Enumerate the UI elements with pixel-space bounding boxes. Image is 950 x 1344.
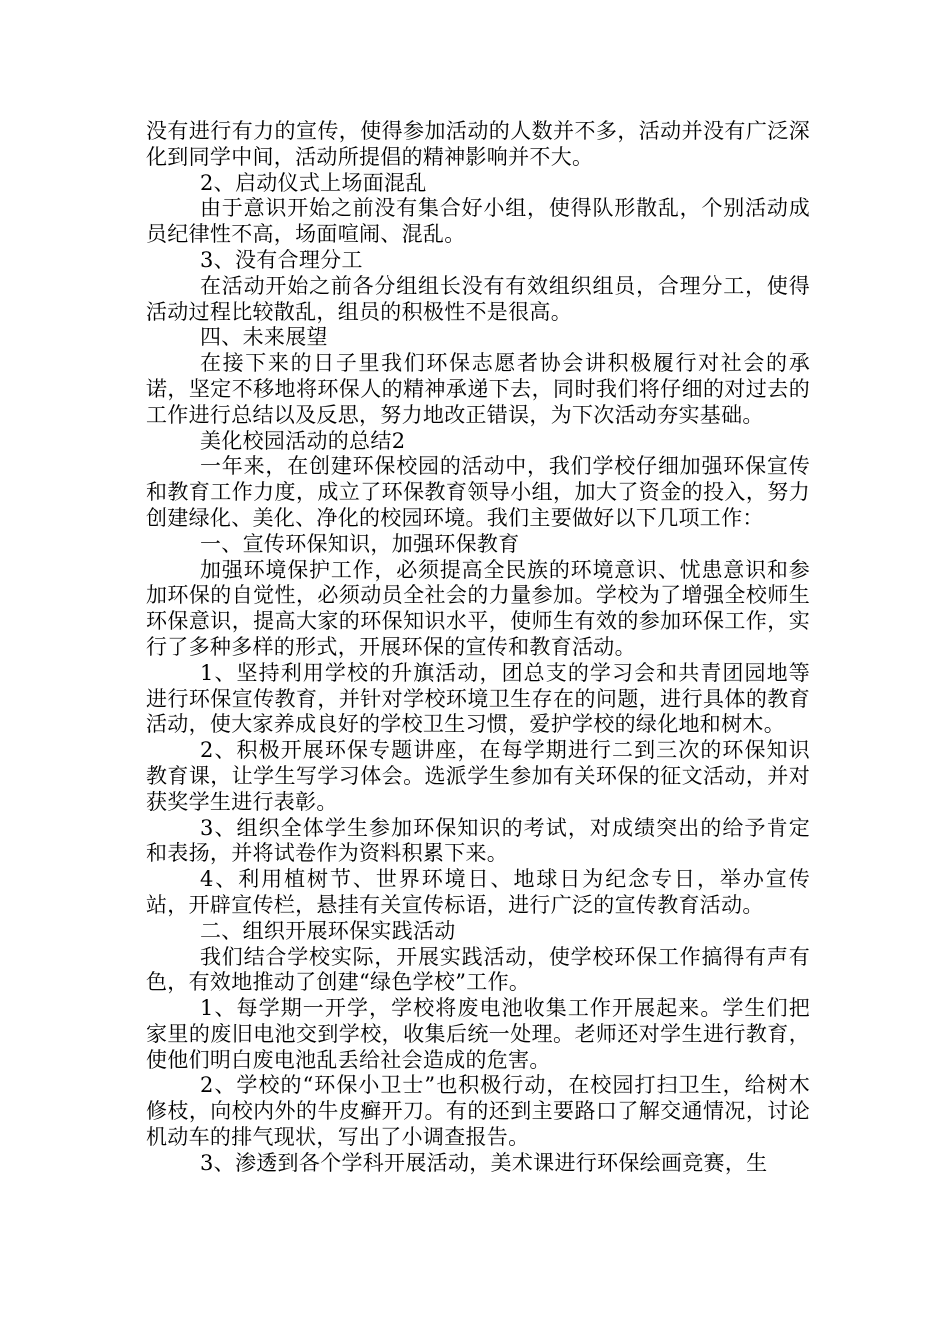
paragraph: 没有进行有力的宣传，使得参加活动的人数并不多，活动并没有广泛深化到同学中间，活动所提倡的精神影响并不大。 [146,119,810,169]
paragraph: 加强环境保护工作，必须提高全民族的环境意识、忧患意识和参加环保的自觉性，必须动员全社会的力量参加。学校为了增强全校师生环保意识，提高大家的环保知识水平，使师生有效的参加环保工作，实行了多种多样的形式，开展环保的宣传和教育活动。 [146,557,810,659]
paragraph: 2、学校的“环保小卫士”也积极行动，在校园打扫卫生，给树木修枝，向校内外的牛皮癣开刀。有的还到主要路口了解交通情况，讨论机动车的排气现状，写出了小调查报告。 [146,1073,810,1150]
paragraph: 一年来，在创建环保校园的活动中，我们学校仔细加强环保宣传和教育工作力度，成立了环保教育领导小组，加大了资金的投入，努力创建绿化、美化、净化的校园环境。我们主要做好以下几项工作： [146,454,810,530]
paragraph: 在接下来的日子里我们环保志愿者协会讲积极履行对社会的承诺，坚定不移地将环保人的精神承递下去，同时我们将仔细的对过去的工作进行总结以及反思，努力地改正错误，为下次活动夯实基础。 [146,351,810,427]
section-heading: 二、组织开展环保实践活动 [200,918,456,943]
paragraph: 由于意识开始之前没有集合好小组，使得队形散乱，个别活动成员纪律性不高，场面喧闹、混乱。 [146,196,810,247]
paragraph: 1、每学期一开学，学校将废电池收集工作开展起来。学生们把家里的废旧电池交到学校，收集后统一处理。老师还对学生进行教育，使他们明白废电池乱丢给社会造成的危害。 [146,996,810,1072]
section-heading: 一、宣传环保知识，加强环保教育 [200,531,520,556]
document-page [146,119,810,1177]
paragraph: 3、渗透到各个学科开展活动，美术课进行环保绘画竞赛，生 [200,1150,768,1175]
paragraph: 2、积极开展环保专题讲座，在每学期进行二到三次的环保知识教育课，让学生写学习体会。选派学生参加有关环保的征文活动，并对获奖学生进行表彰。 [146,738,810,814]
paragraph: 在活动开始之前各分组组长没有有效组织组员，合理分工，使得活动过程比较散乱，组员的积极性不是很高。 [146,273,810,324]
paragraph: 我们结合学校实际，开展实践活动，使学校环保工作搞得有声有色，有效地推动了创建“绿色学校”工作。 [146,944,810,995]
paragraph: 4、利用植树节、世界环境日、地球日为纪念专日，举办宣传站，开辟宣传栏，悬挂有关宣传标语，进行广泛的宣传教育活动。 [146,867,810,917]
paragraph: 3、没有合理分工 [200,247,363,272]
document-title: 美化校园活动的总结2 [200,428,406,453]
paragraph: 2、启动仪式上场面混乱 [200,170,427,195]
section-heading: 四、未来展望 [200,325,328,350]
paragraph: 1、坚持利用学校的升旗活动，团总支的学习会和共青团园地等进行环保宣传教育，并针对学校环境卫生存在的问题，进行具体的教育活动，使大家养成良好的学校卫生习惯，爱护学校的绿化地和树木。 [146,660,810,737]
paragraph: 3、组织全体学生参加环保知识的考试，对成绩突出的给予肯定和表扬，并将试卷作为资料积累下来。 [146,815,810,866]
